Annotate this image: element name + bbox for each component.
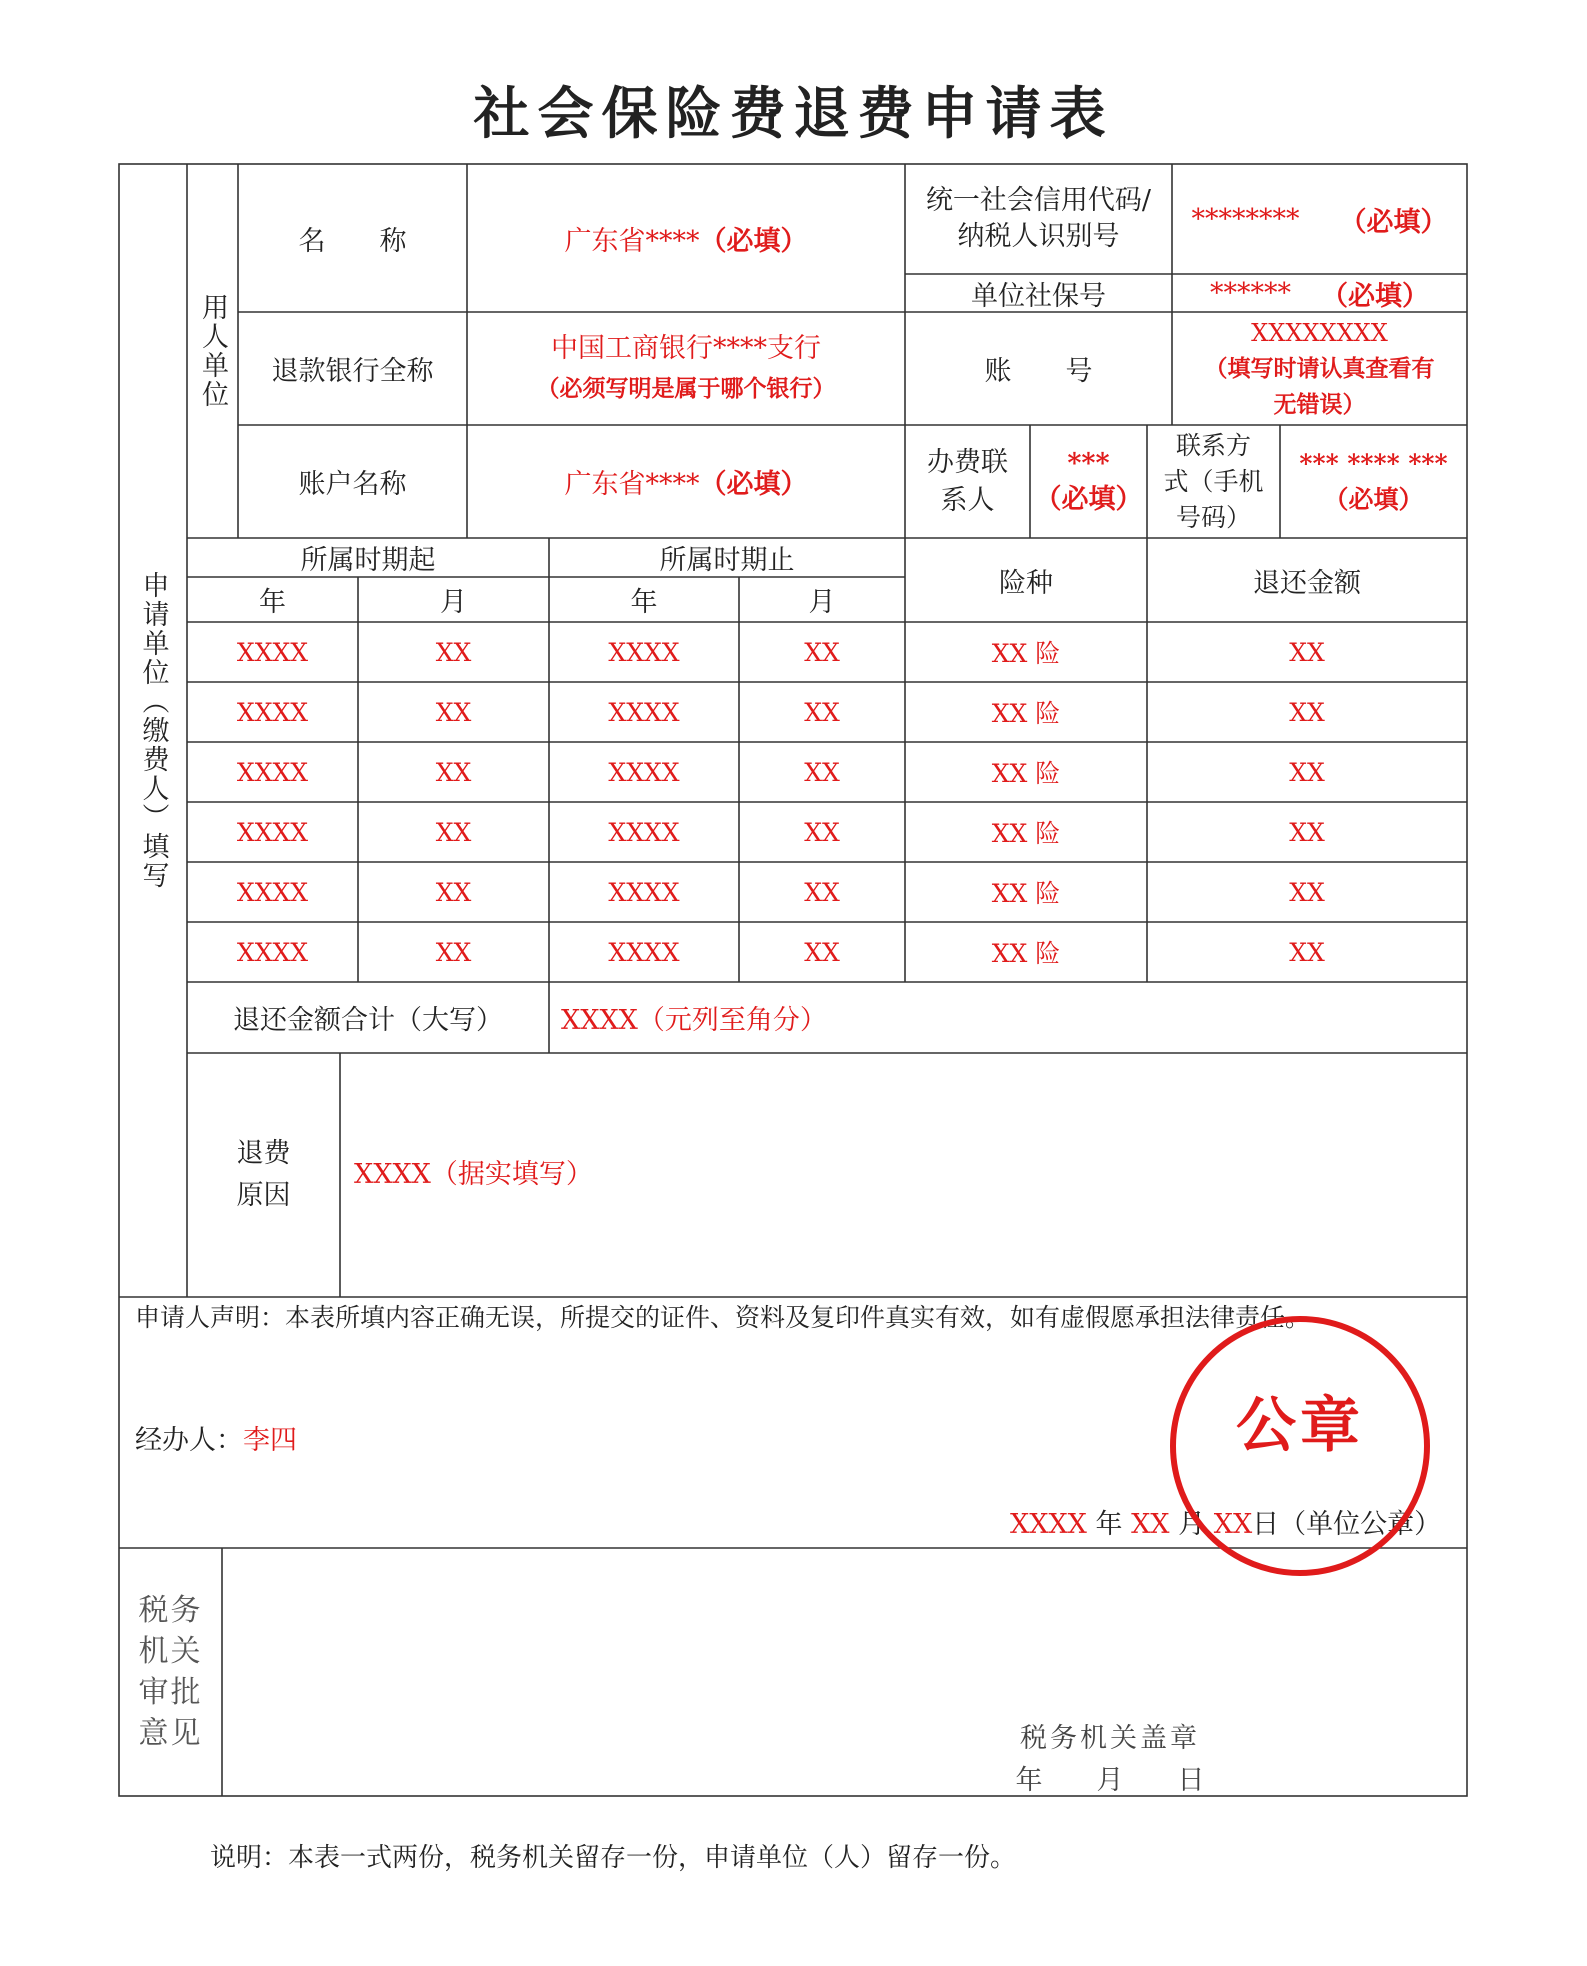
phone-value: *** **** *** <box>1299 448 1448 478</box>
end-month-header: 月 <box>808 587 836 618</box>
date-day-label: 日（单位公章） <box>1252 1509 1442 1540</box>
insurance-type-cell[interactable]: XX 险 <box>991 759 1061 788</box>
account-name-value: 广东省**** <box>564 469 700 500</box>
bank-label: 退款银行全称 <box>271 356 434 387</box>
end-year-cell[interactable]: XXXX <box>608 697 680 727</box>
credit-code-required: （必填） <box>1339 206 1448 238</box>
refund-reason-label <box>187 1053 340 1297</box>
insurance-type-cell[interactable]: XX 险 <box>991 639 1061 668</box>
insurance-type-cell[interactable]: XX 险 <box>991 699 1061 728</box>
end-year-header: 年 <box>630 587 658 618</box>
refund-amount-cell[interactable]: XX <box>1289 697 1325 727</box>
start-month-header: 月 <box>440 587 467 618</box>
refund-amount-header: 退还金额 <box>1253 567 1361 599</box>
refund-amount-cell[interactable]: XX <box>1289 817 1325 847</box>
account-note-line1: （填写时请认真查看有 <box>1204 354 1435 382</box>
company-seal <box>1170 1316 1430 1576</box>
account-value: XXXXXXXX <box>1251 318 1388 347</box>
reason-label-line1: 退费 <box>236 1138 291 1169</box>
date-year-label: 年 <box>1095 1509 1123 1540</box>
start-month-cell[interactable]: XX <box>435 877 472 907</box>
start-year-cell[interactable]: XXXX <box>236 877 309 907</box>
tax-date-label: 年 月 日 <box>1015 1764 1205 1796</box>
phone-required: （必填） <box>1323 484 1424 514</box>
credit-code-label <box>905 164 1172 274</box>
start-year-cell[interactable]: XXXX <box>236 697 309 727</box>
contact-person-value: *** <box>1067 447 1110 479</box>
phone-value-cell[interactable] <box>1280 425 1467 538</box>
total-amount-value[interactable]: XXXX（元列至角分） <box>561 1005 827 1036</box>
end-year-cell[interactable]: XXXX <box>608 637 680 667</box>
account-name-required: （必填） <box>699 469 808 500</box>
bank-value-cell[interactable] <box>467 312 905 425</box>
phone-label-line2: 式（手机 <box>1163 466 1264 496</box>
refund-amount-cell[interactable]: XX <box>1289 757 1325 787</box>
reason-label-line2: 原因 <box>236 1180 291 1211</box>
start-month-cell[interactable]: XX <box>435 697 472 727</box>
end-month-cell[interactable]: XX <box>804 637 840 667</box>
refund-amount-cell[interactable]: XX <box>1289 637 1325 667</box>
start-month-cell[interactable]: XX <box>435 757 472 787</box>
social-number-required: （必填） <box>1321 280 1429 312</box>
period-start-header: 所属时期起 <box>300 545 436 576</box>
total-amount-label: 退还金额合计（大写） <box>233 1005 503 1036</box>
bank-note: （必须写明是属于哪个银行） <box>536 374 836 402</box>
tax-approval-label <box>119 1548 222 1796</box>
end-month-cell[interactable]: XX <box>804 757 840 787</box>
period-end-header: 所属时期止 <box>659 545 795 576</box>
credit-code-value-cell[interactable] <box>1172 164 1467 274</box>
handler-value[interactable]: 李四 <box>243 1425 297 1456</box>
start-year-header: 年 <box>259 587 286 618</box>
refund-amount-cell[interactable]: XX <box>1289 937 1325 967</box>
end-year-cell[interactable]: XXXX <box>608 937 680 967</box>
tax-stamp-label: 税务机关盖章 <box>1020 1722 1200 1754</box>
handler <box>135 1418 735 1458</box>
start-year-cell[interactable]: XXXX <box>236 937 309 967</box>
contact-person-value-cell[interactable] <box>1030 425 1147 538</box>
date-day[interactable]: XX <box>1213 1509 1253 1540</box>
credit-label-line1: 统一社会信用代码/ <box>925 185 1152 216</box>
footer-note: 说明：本表一式两份，税务机关留存一份，申请单位（人）留存一份。 <box>210 1843 1017 1873</box>
start-year-cell[interactable]: XXXX <box>236 757 309 787</box>
date-year[interactable]: XXXX <box>1010 1509 1087 1540</box>
employer-side-label: 用人单位 <box>197 293 228 409</box>
end-year-cell[interactable]: XXXX <box>608 877 680 907</box>
start-year-cell[interactable]: XXXX <box>236 637 309 667</box>
phone-label-line1: 联系方 <box>1175 430 1251 460</box>
name-label: 名 称 <box>298 225 407 257</box>
insurance-type-cell[interactable]: XX 险 <box>991 939 1061 968</box>
account-value-cell[interactable] <box>1172 312 1467 425</box>
end-year-cell[interactable]: XXXX <box>608 757 680 787</box>
end-month-cell[interactable]: XX <box>804 697 840 727</box>
name-required: （必填） <box>699 225 808 257</box>
start-month-cell[interactable]: XX <box>435 637 472 667</box>
end-month-cell[interactable]: XX <box>804 937 840 967</box>
declaration-text: 申请人声明：本表所填内容正确无误，所提交的证件、资料及复印件真实有效，如有虚假愿承担法律责任。 <box>135 1303 1311 1332</box>
account-name-value-cell[interactable] <box>467 425 905 538</box>
bank-value: 中国工商银行****支行 <box>551 332 821 364</box>
applicant-side-label: 申请单位（缴费人）填写 <box>137 571 169 890</box>
credit-code-value: ******** <box>1191 203 1300 235</box>
refund-reason-value[interactable]: XXXX（据实填写） <box>354 1159 593 1190</box>
name-value-cell[interactable] <box>467 164 905 312</box>
social-number-value: ****** <box>1210 277 1291 309</box>
social-number-label: 单位社保号 <box>971 280 1106 312</box>
account-name-label: 账户名称 <box>298 469 407 500</box>
social-number-value-cell[interactable] <box>1172 274 1467 312</box>
contact-person-label <box>905 425 1030 538</box>
end-month-cell[interactable]: XX <box>804 817 840 847</box>
account-label: 账 号 <box>984 356 1093 387</box>
handler-label: 经办人： <box>135 1425 243 1456</box>
contact-label-line2: 系人 <box>940 484 995 516</box>
insurance-type-cell[interactable]: XX 险 <box>991 879 1061 908</box>
refund-amount-cell[interactable]: XX <box>1289 877 1325 907</box>
date-month-label: 月 <box>1178 1509 1206 1540</box>
seal-text: 公章 <box>1236 1391 1364 1461</box>
phone-label-line3: 号码） <box>1175 502 1251 532</box>
account-note-line2: 无错误） <box>1273 390 1366 418</box>
credit-label-line2: 纳税人识别号 <box>957 221 1120 252</box>
tax-approval-text: 税务机关审批意见 <box>138 1593 203 1751</box>
end-year-cell[interactable]: XXXX <box>608 817 680 847</box>
insurance-type-header: 险种 <box>999 567 1053 599</box>
start-year-cell[interactable]: XXXX <box>236 817 309 847</box>
date-month[interactable]: XX <box>1131 1509 1170 1540</box>
insurance-type-cell[interactable]: XX 险 <box>991 819 1061 848</box>
start-month-cell[interactable]: XX <box>435 817 472 847</box>
contact-person-required: （必填） <box>1034 483 1143 515</box>
contact-label-line1: 办费联 <box>927 446 1008 478</box>
start-month-cell[interactable]: XX <box>435 937 472 967</box>
name-value: 广东省**** <box>564 225 700 257</box>
phone-label <box>1147 425 1280 538</box>
page-title: 社会保险费退费申请表 <box>473 81 1114 147</box>
end-month-cell[interactable]: XX <box>804 877 840 907</box>
